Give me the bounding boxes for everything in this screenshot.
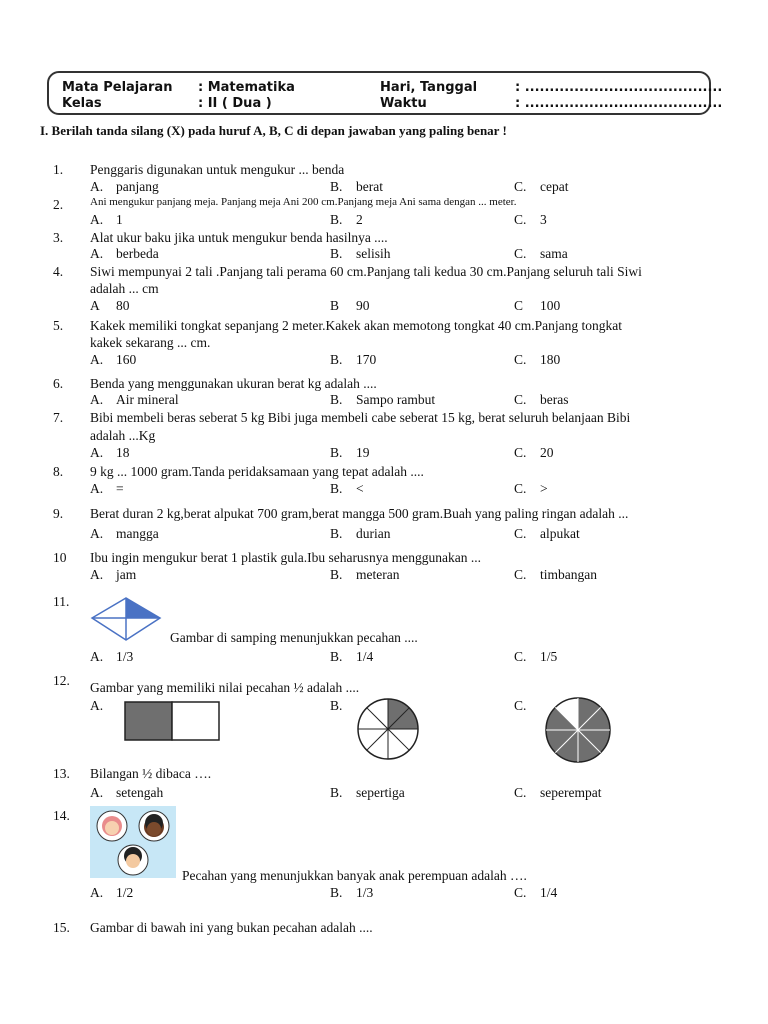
- question-number: 12.: [53, 673, 70, 688]
- question-text: 9 kg ... 1000 gram.Tanda peridaksamaan yang tepat adalah ....: [90, 464, 424, 479]
- option-c: C. 20: [514, 445, 554, 460]
- question-text: Siwi mempunyai 2 tali .Panjang tali perama 60 cm.Panjang tali kedua 30 cm.Panjang seluruh tali Siwi: [90, 264, 642, 279]
- question-number: 15.: [53, 920, 70, 935]
- option-c: C. beras: [514, 392, 569, 407]
- option-b: B. durian: [330, 526, 391, 541]
- option-c: C. 180: [514, 352, 561, 367]
- option-b: B. <: [330, 481, 364, 496]
- circle-eighths-figure-b: [356, 697, 420, 761]
- question-number: 14.: [53, 808, 70, 823]
- option-a: A. jam: [90, 567, 137, 582]
- option-c: C 100: [514, 298, 561, 313]
- question-text: Benda yang menggunakan ukuran berat kg adalah ....: [90, 376, 377, 391]
- option-a: A 80: [90, 298, 130, 313]
- option-b: B. berat: [330, 179, 383, 194]
- question-text: Ani mengukur panjang meja. Panjang meja Ani 200 cm.Panjang meja Ani sama dengan ... meter.: [90, 196, 517, 208]
- option-b: B. 1/3: [330, 885, 374, 900]
- children-faces-icon: [90, 806, 176, 878]
- option-b: B. 1/4: [330, 649, 374, 664]
- option-b: B. Sampo rambut: [330, 392, 436, 407]
- option-b: B. 170: [330, 352, 377, 367]
- question-number: 1.: [53, 162, 64, 177]
- day-value: : ........................................: [515, 80, 723, 95]
- question-number: 6.: [53, 376, 64, 391]
- option-c: C. 3: [514, 212, 547, 227]
- subject-label: Mata Pelajaran: [62, 80, 173, 95]
- option-c: C. alpukat: [514, 526, 580, 541]
- option-b: B. 19: [330, 445, 370, 460]
- question-number: 8.: [53, 464, 64, 479]
- question-text: Penggaris digunakan untuk mengukur ... benda: [90, 162, 345, 177]
- kite-fraction-figure: [90, 596, 162, 642]
- option-a: A. 1/3: [90, 649, 134, 664]
- option-c: C. 1/5: [514, 649, 558, 664]
- subject-value: : Matematika: [198, 80, 295, 95]
- option-b: B 90: [330, 298, 370, 313]
- option-a: A. 18: [90, 445, 130, 460]
- option-c: C. >: [514, 481, 548, 496]
- option-a: A. berbeda: [90, 246, 159, 261]
- option-b: B. meteran: [330, 567, 400, 582]
- option-a: A. panjang: [90, 179, 159, 194]
- time-value: : ........................................: [515, 96, 723, 111]
- question-text: Kakek memiliki tongkat sepanjang 2 meter.Kakek akan memotong tongkat 40 cm.Panjang tongkat: [90, 318, 622, 333]
- option-c: C. cepat: [514, 179, 569, 194]
- question-number: 9.: [53, 506, 64, 521]
- question-text: Gambar yang memiliki nilai pecahan ½ adalah ....: [90, 680, 360, 695]
- option-a: A. 1/2: [90, 885, 134, 900]
- option-c: C.: [514, 698, 527, 713]
- question-text-line2: adalah ...Kg: [90, 428, 156, 443]
- option-c: C. timbangan: [514, 567, 597, 582]
- option-a: A. 160: [90, 352, 137, 367]
- option-a: A. Air mineral: [90, 392, 179, 407]
- question-text-line2: kakek sekarang ... cm.: [90, 335, 211, 350]
- question-number: 7.: [53, 410, 64, 425]
- question-text: Berat duran 2 kg,berat alpukat 700 gram,berat mangga 500 gram.Buah yang paling ringan adalah ...: [90, 506, 629, 521]
- rectangle-half-figure: [124, 701, 220, 741]
- class-label: Kelas: [62, 96, 102, 111]
- question-number: 10: [53, 550, 67, 565]
- option-a: A. =: [90, 481, 124, 496]
- option-a: A.: [90, 698, 104, 713]
- option-a: A. setengah: [90, 785, 164, 800]
- day-label: Hari, Tanggal: [380, 80, 478, 95]
- option-c: C. sama: [514, 246, 568, 261]
- option-a: A. mangga: [90, 526, 159, 541]
- question-number: 4.: [53, 264, 64, 279]
- question-text: Alat ukur baku jika untuk mengukur benda hasilnya ....: [90, 230, 388, 245]
- option-b: B.: [330, 698, 343, 713]
- question-text: Bibi membeli beras seberat 5 kg Bibi juga membeli cabe seberat 15 kg, berat seluruh belanjaan Bibi: [90, 410, 631, 425]
- instruction: I. Berilah tanda silang (X) pada huruf A, B, C di depan jawaban yang paling benar !: [40, 123, 507, 138]
- question-text: Gambar di bawah ini yang bukan pecahan adalah ....: [90, 920, 373, 935]
- option-c: C. 1/4: [514, 885, 558, 900]
- question-number: 2.: [53, 197, 64, 212]
- class-value: : II ( Dua ): [198, 96, 272, 111]
- option-b: B. sepertiga: [330, 785, 405, 800]
- option-a: A. 1: [90, 212, 123, 227]
- question-number: 5.: [53, 318, 64, 333]
- question-number: 13.: [53, 766, 70, 781]
- children-picture: [90, 806, 176, 878]
- circle-eighths-figure-c: [544, 696, 612, 764]
- option-b: B. 2: [330, 212, 363, 227]
- option-b: B. selisih: [330, 246, 391, 261]
- question-text-line2: adalah ... cm: [90, 281, 159, 296]
- question-text: Gambar di samping menunjukkan pecahan ....: [170, 630, 418, 645]
- option-c: C. seperempat: [514, 785, 602, 800]
- time-label: Waktu: [380, 96, 427, 111]
- question-text: Pecahan yang menunjukkan banyak anak perempuan adalah ….: [182, 868, 527, 883]
- question-text: Bilangan ½ dibaca ….: [90, 766, 212, 781]
- question-number: 11.: [53, 594, 70, 609]
- question-number: 3.: [53, 230, 64, 245]
- question-text: Ibu ingin mengukur berat 1 plastik gula.Ibu seharusnya menggunakan ...: [90, 550, 482, 565]
